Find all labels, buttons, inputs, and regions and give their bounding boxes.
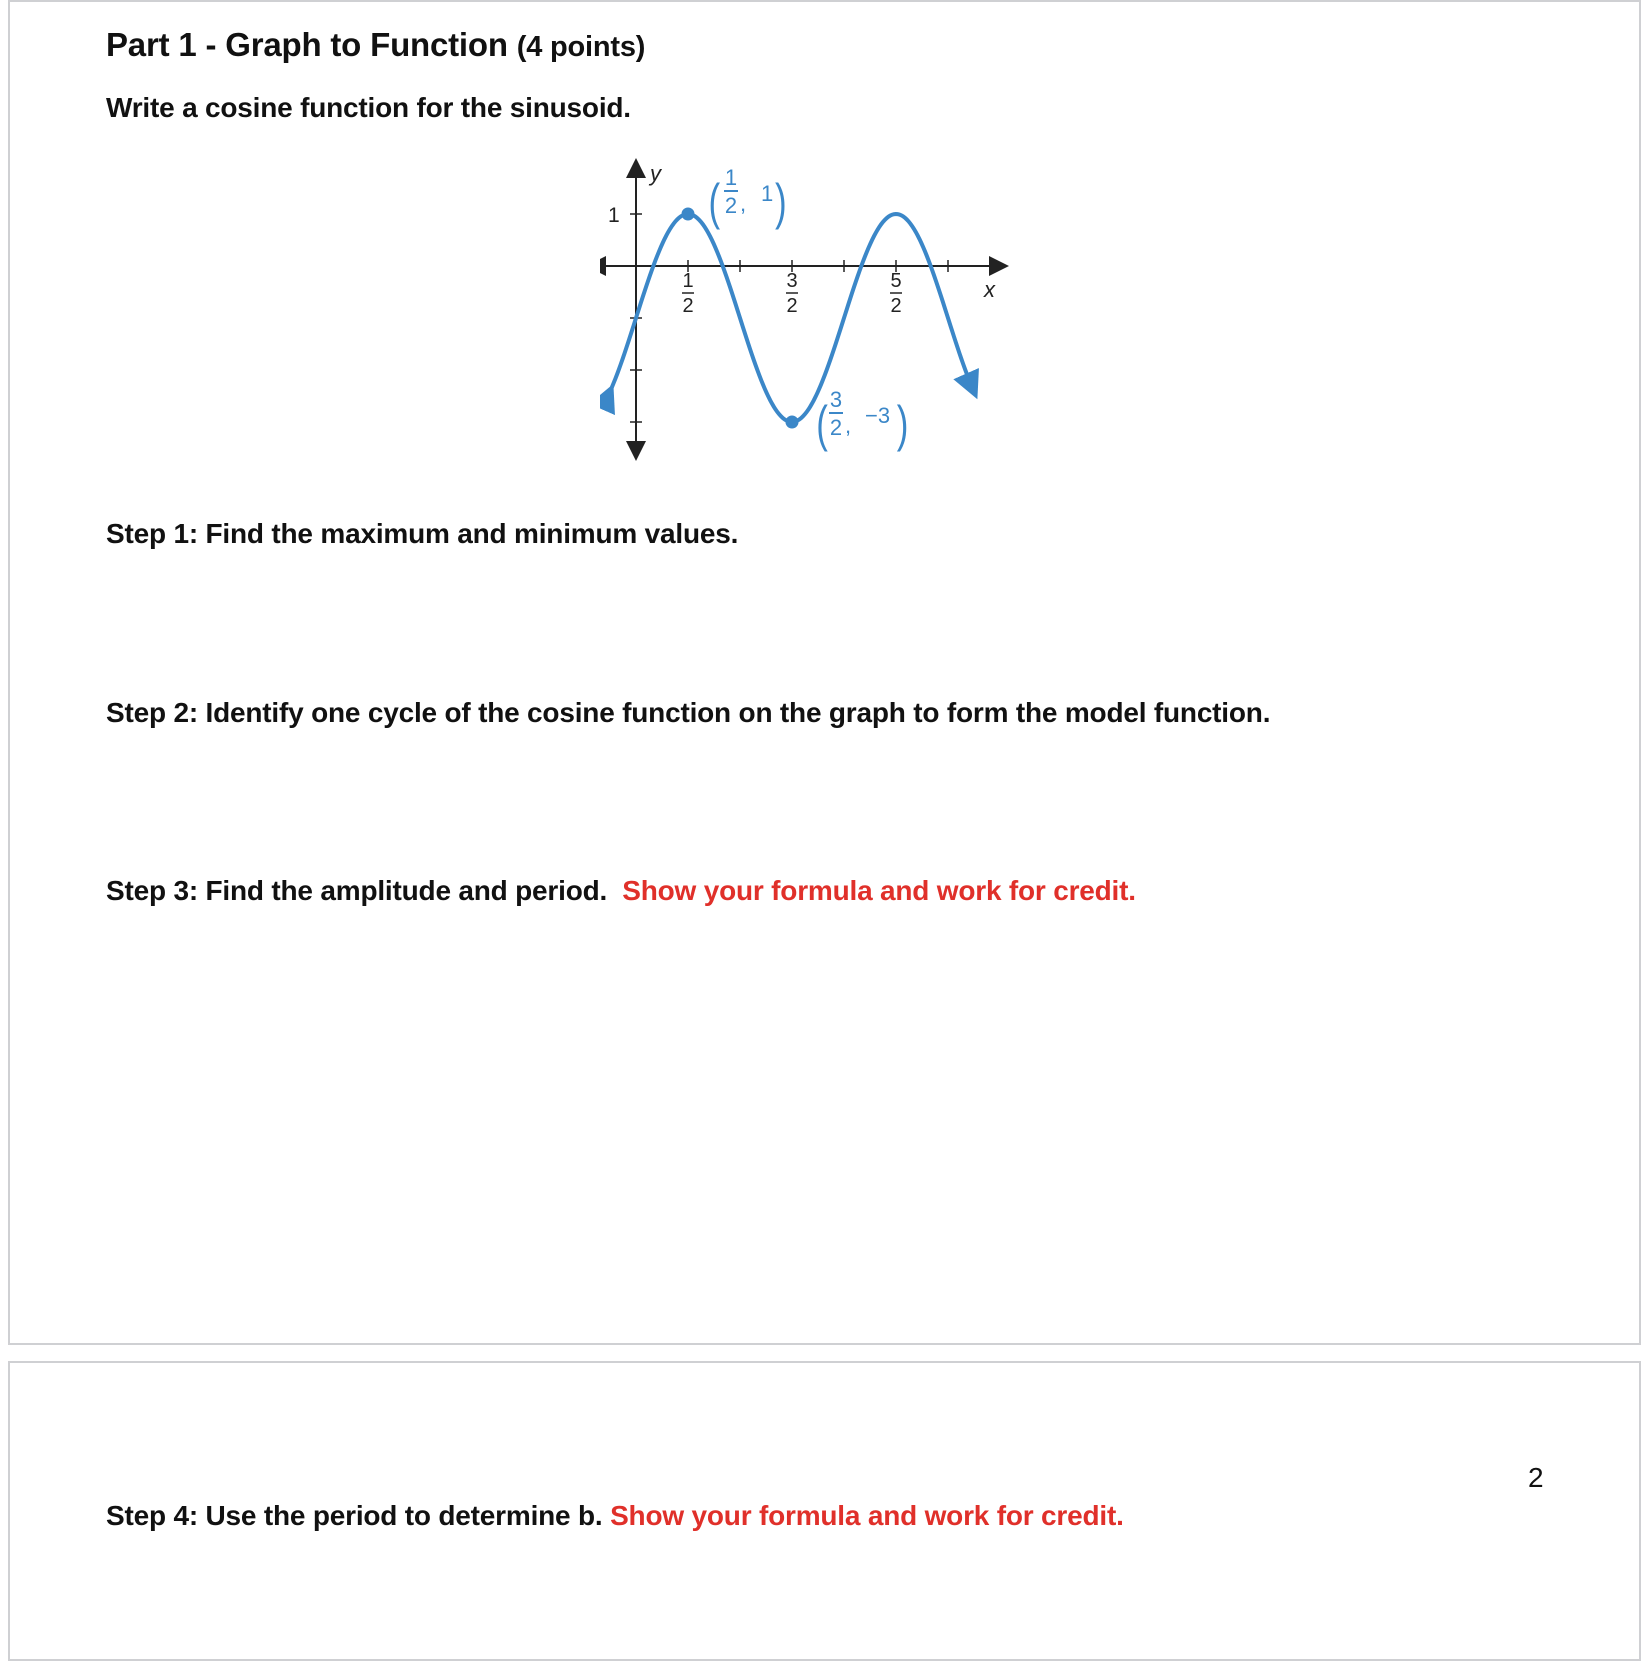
svg-text:2: 2 [682, 295, 694, 317]
max-point-label [709, 165, 787, 231]
svg-text:1: 1 [761, 181, 774, 206]
step-4 [106, 1500, 1124, 1532]
step-3-label: Step 3: Find the amplitude and period. [106, 875, 608, 906]
step-4-credit-note: Show your formula and work for credit. [610, 1500, 1124, 1531]
x-axis-label: x [984, 277, 995, 302]
max-point [682, 208, 695, 221]
worksheet-page-1 [8, 0, 1641, 1345]
step-2: Step 2: Identify one cycle of the cosine function on the graph to form the model function. [106, 697, 1271, 728]
svg-text:2: 2 [786, 295, 798, 317]
svg-text:(: ( [816, 396, 828, 453]
axis-ticks [630, 214, 948, 422]
page-number: 2 [1528, 1462, 1544, 1493]
svg-text:2: 2 [724, 193, 738, 218]
points-label: (4 points) [516, 31, 646, 63]
y-tick-label-1: 1 [608, 204, 620, 227]
svg-text:): ) [896, 396, 909, 453]
svg-text:1: 1 [682, 270, 694, 292]
svg-text:2: 2 [829, 415, 843, 440]
svg-text:(: ( [708, 174, 721, 231]
x-tick-label-three-halves [786, 270, 798, 317]
x-tick-label-five-halves [890, 270, 902, 317]
step-3-credit-note: Show your formula and work for credit. [622, 875, 1136, 906]
sinusoid-graph [600, 157, 1030, 467]
svg-text:5: 5 [890, 270, 902, 292]
svg-text:3: 3 [829, 387, 843, 412]
instruction: Write a cosine function for the sinusoid. [106, 92, 631, 123]
y-axis-label: y [650, 161, 661, 186]
svg-text:−3: −3 [865, 403, 891, 428]
step-4-label: Step 4: Use the period to determine b. [106, 1500, 603, 1531]
step-3 [106, 875, 1136, 907]
svg-text:): ) [775, 174, 787, 231]
part-title-text: Part 1 - Graph to Function [106, 26, 508, 63]
svg-text:2: 2 [890, 295, 902, 317]
svg-text:,: , [740, 191, 747, 216]
svg-text:3: 3 [786, 270, 798, 292]
x-tick-label-half [682, 270, 694, 317]
svg-text:,: , [845, 413, 852, 438]
part-title [106, 26, 645, 64]
svg-text:1: 1 [724, 165, 738, 190]
min-point [786, 416, 799, 429]
sinusoid-curve [610, 214, 974, 422]
step-1: Step 1: Find the maximum and minimum values. [106, 518, 739, 549]
worksheet-page-2 [8, 1361, 1641, 1661]
min-point-label [816, 387, 908, 453]
